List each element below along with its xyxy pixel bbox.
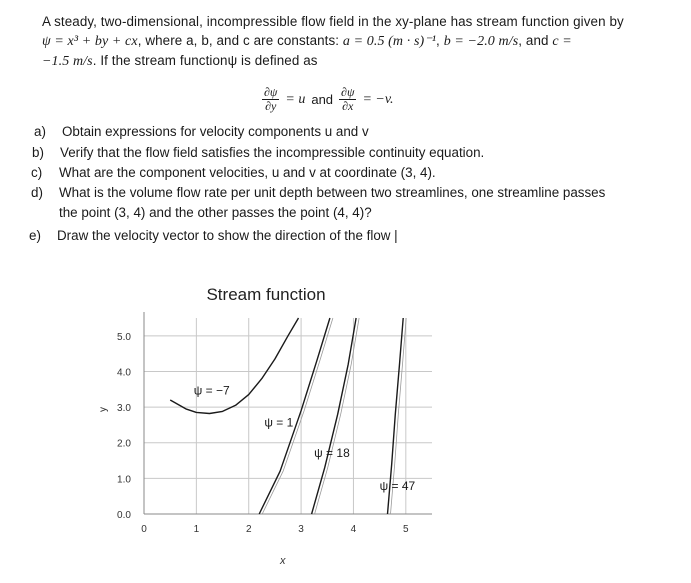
fraction-numerator: ∂ψ [264,85,278,99]
definition-text: . If the stream functionψ is defined as [92,53,318,68]
partial-psi-partial-y [262,86,279,113]
x-tick-label: 4 [350,524,357,535]
y-tick-label: 2.0 [117,438,131,450]
question-label: e) [29,228,41,243]
partial-psi-partial-x [339,86,356,113]
constant-c-label: c = [552,34,572,49]
streamline-label: ψ = −7 [193,383,230,398]
stream-function-chart [100,270,462,576]
x-tick-label: 1 [193,524,200,535]
question-text: the point (3, 4) and the other passes the point (4, 4)? [59,205,372,220]
x-tick-label: 3 [298,524,304,535]
streamline-3 [312,318,357,514]
streamline-1 [170,318,298,414]
y-axis-label: y [98,407,109,412]
fraction-denominator: ∂y [265,99,277,113]
question-label: b) [32,145,44,160]
x-tick-label: 5 [403,524,409,535]
problem-statement [42,12,672,71]
question-label: a) [34,124,46,139]
chart-title: Stream function [206,285,326,304]
x-tick-label: 2 [245,524,252,535]
fraction-numerator: ∂ψ [341,85,355,99]
streamline-label: ψ = 18 [314,445,350,460]
y-tick-label: 1.0 [117,474,131,486]
equals-u: = u [285,91,306,107]
stream-function-equation: ψ = x³ + by + cx [42,34,138,49]
constants-text: , where a, b, and c are constants: [137,33,343,48]
x-axis-label: x [280,555,286,567]
question-text: What are the component velocities, u and v at coordinate (3, 4). [59,165,436,180]
stream-function-definition [262,86,394,113]
constant-a: a = 0.5 (m · s)⁻¹ [342,34,437,49]
y-tick-label: 0.0 [117,510,131,521]
question-label: d) [31,185,43,200]
intro-line-3 [42,51,672,71]
question-text: What is the volume flow rate per unit depth between two streamlines, one streamline passes [59,185,606,200]
x-tick-label: 0 [141,524,147,535]
and-text: , and [518,33,553,48]
fraction-denominator: ∂x [342,99,354,113]
intro-line-1 [42,12,672,31]
question-label: c) [31,165,43,180]
y-tick-label: 3.0 [117,403,131,415]
y-tick-label: 5.0 [117,331,131,343]
equals-minus-v: = −v. [362,91,394,107]
streamline-label: ψ = 47 [379,478,416,493]
question-text: Verify that the flow field satisfies the incompressible continuity equation. [60,145,485,160]
question-text: Draw the velocity vector to show the direction of the flow | [57,228,398,243]
constant-b: b = −2.0 m/s [443,34,519,49]
constant-c-value: −1.5 m/s [42,54,93,69]
question-text: Obtain expressions for velocity components u and v [62,124,369,139]
streamline-label: ψ = 1 [264,415,294,430]
intro-line-1-text: A steady, two-dimensional, incompressible flow field in the xy-plane has stream function given by [42,14,624,29]
y-tick-label: 4.0 [117,367,131,379]
intro-line-2: ψ = x³ + by + cx, where a, b, and c are constants: a = 0.5 (m · s)⁻¹, b = −2.0 m/s, and c = [42,33,572,49]
and-word: and [311,92,334,107]
chart-ticks [117,332,409,535]
